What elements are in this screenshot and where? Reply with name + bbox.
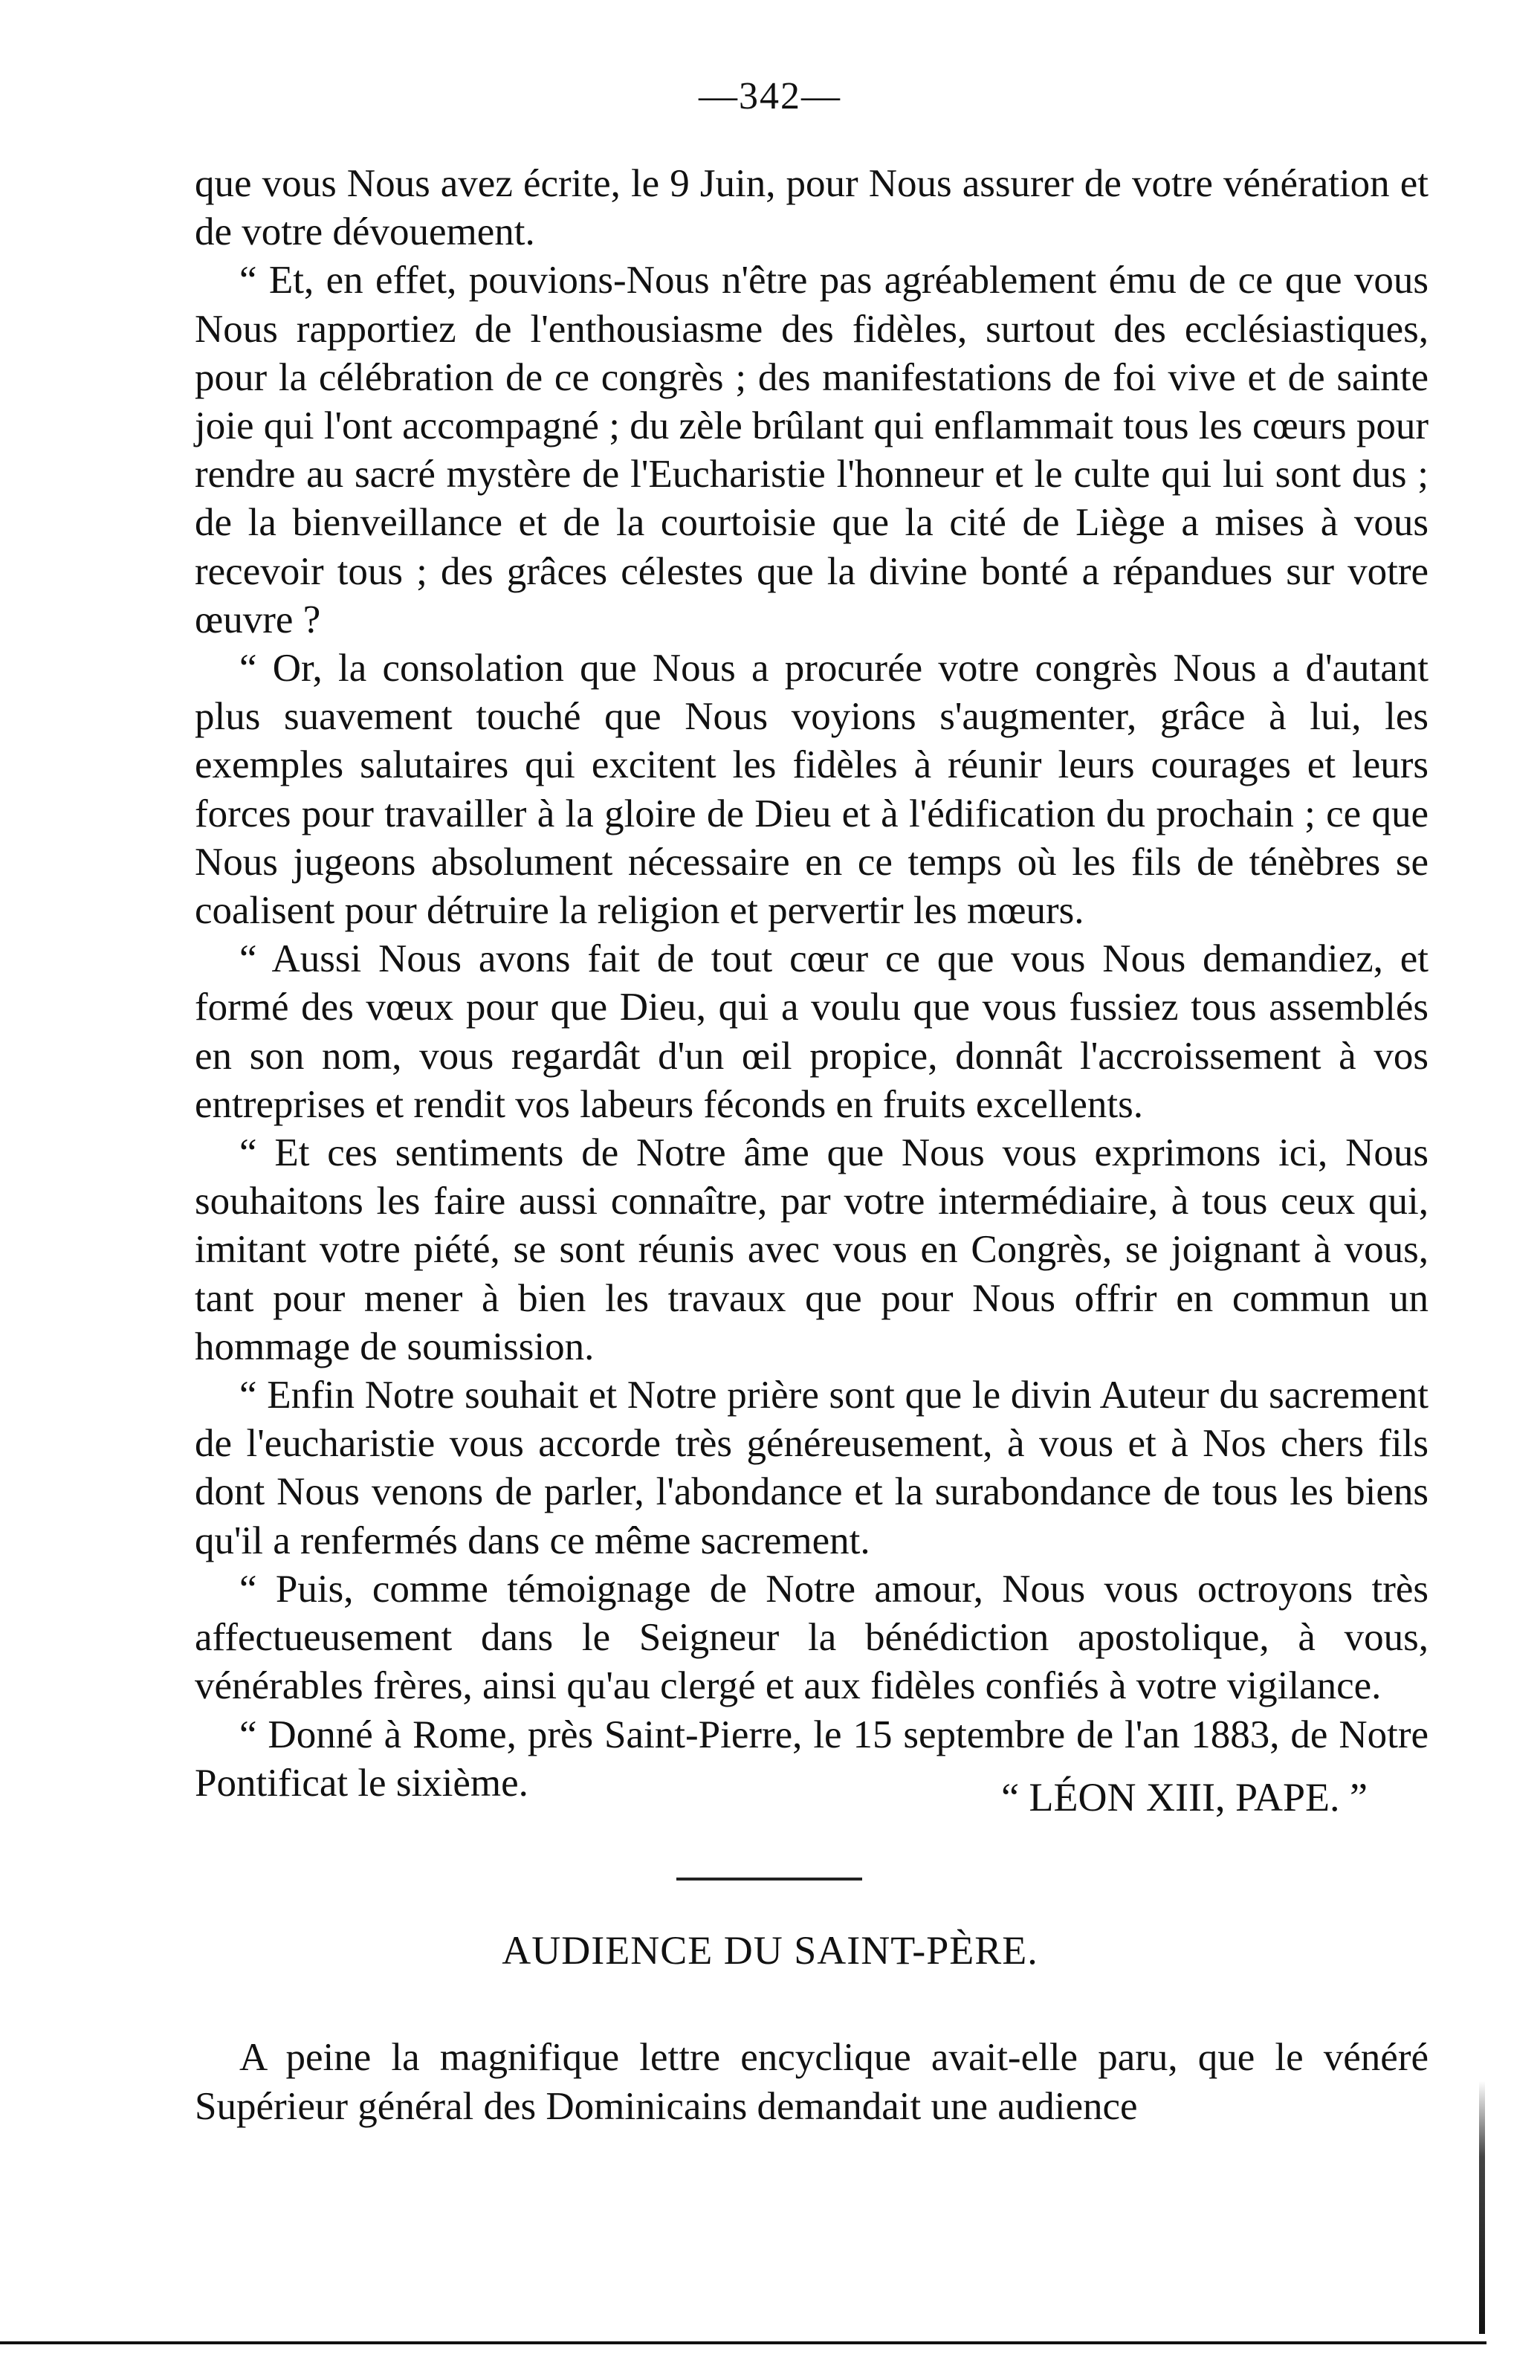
paragraph: “ Enfin Notre souhait et Notre prière sont que le divin Auteur du sacrement de l'eucharistie vous accorde très généreusement, à vous et à Nos chers fils dont Nous venons de parler, l'abondance et la surabondance de tous les biens qu'il a renfermés dans ce même sacrement. xyxy=(195,1374,1429,1562)
section-paragraph: A peine la magnifique lettre encyclique avait-elle paru, que le vénéré Supérieur général des Dominicains demandait une audience xyxy=(195,2036,1429,2128)
paragraph: “ Et ces sentiments de Notre âme que Nous vous exprimons ici, Nous souhaitons les faire aussi connaître, par votre intermédiaire, à tous ceux qui, imitant votre piété, se sont réunis avec vous en Congrès, se joignant à vous, tant pour mener à bien les travaux que pour Nous offrir en commun un hommage de soumission. xyxy=(195,1131,1429,1368)
letter-body xyxy=(195,160,1429,1808)
section-divider xyxy=(676,1878,862,1881)
paragraph: “ Puis, comme témoignage de Notre amour, Nous vous octroyons très affectueusement dans le Seigneur la bénédiction apostolique, à vous, vénérables frères, ainsi qu'au clergé et aux fidèles confiés à votre vigilance. xyxy=(195,1567,1429,1708)
section-title: AUDIENCE DU SAINT-PÈRE. xyxy=(502,1928,1038,1973)
signature: “ LÉON XIII, PAPE. ” xyxy=(1001,1775,1368,1820)
bottom-rule xyxy=(0,2341,1486,2344)
page-number: —342— xyxy=(699,75,841,117)
paragraph: “ Or, la consolation que Nous a procurée votre congrès Nous a d'autant plus suavement touché que Nous voyions s'augmenter, grâce à lui, les exemples salutaires qui excitent les fidèles à réunir leurs courages et leurs forces pour travailler à la gloire de Dieu et à l'édification du prochain ; ce que Nous jugeons absolument nécessaire en ce temps où les fils de ténèbres se coalisent pour détruire la religion et pervertir les mœurs. xyxy=(195,647,1429,933)
paragraph: “ Aussi Nous avons fait de tout cœur ce que vous Nous demandiez, et formé des vœux pour que Dieu, qui a voulu que vous fussiez tous assemblés en son nom, vous regardât d'un œil propice, donnât l'accroissement à vos entreprises et rendit vos labeurs féconds en fruits excellents. xyxy=(195,937,1429,1126)
scan-edge-mark xyxy=(1479,2081,1485,2334)
paragraph: que vous Nous avez écrite, le 9 Juin, pour Nous assurer de votre vénération et de votre dévouement. xyxy=(195,162,1429,254)
paragraph: “ Donné à Rome, près Saint-Pierre, le 15 septembre de l'an 1883, de Notre Pontificat le sixième. xyxy=(195,1713,1429,1805)
paragraph: “ Et, en effet, pouvions-Nous n'être pas agréablement ému de ce que vous Nous rapportiez de l'enthousiasme des fidèles, surtout des ecclésiastiques, pour la célébration de ce congrès ; des manifestations de foi vive et de sainte joie qui l'ont accompagné ; du zèle brûlant qui enflammait tous les cœurs pour rendre au sacré mystère de l'Eucharistie l'honneur et le culte qui lui sont dus ; de la bienveillance et de la courtoisie que la cité de Liège a mises à vous recevoir tous ; des grâces célestes que la divine bonté a répandues sur votre œuvre ? xyxy=(195,259,1429,641)
